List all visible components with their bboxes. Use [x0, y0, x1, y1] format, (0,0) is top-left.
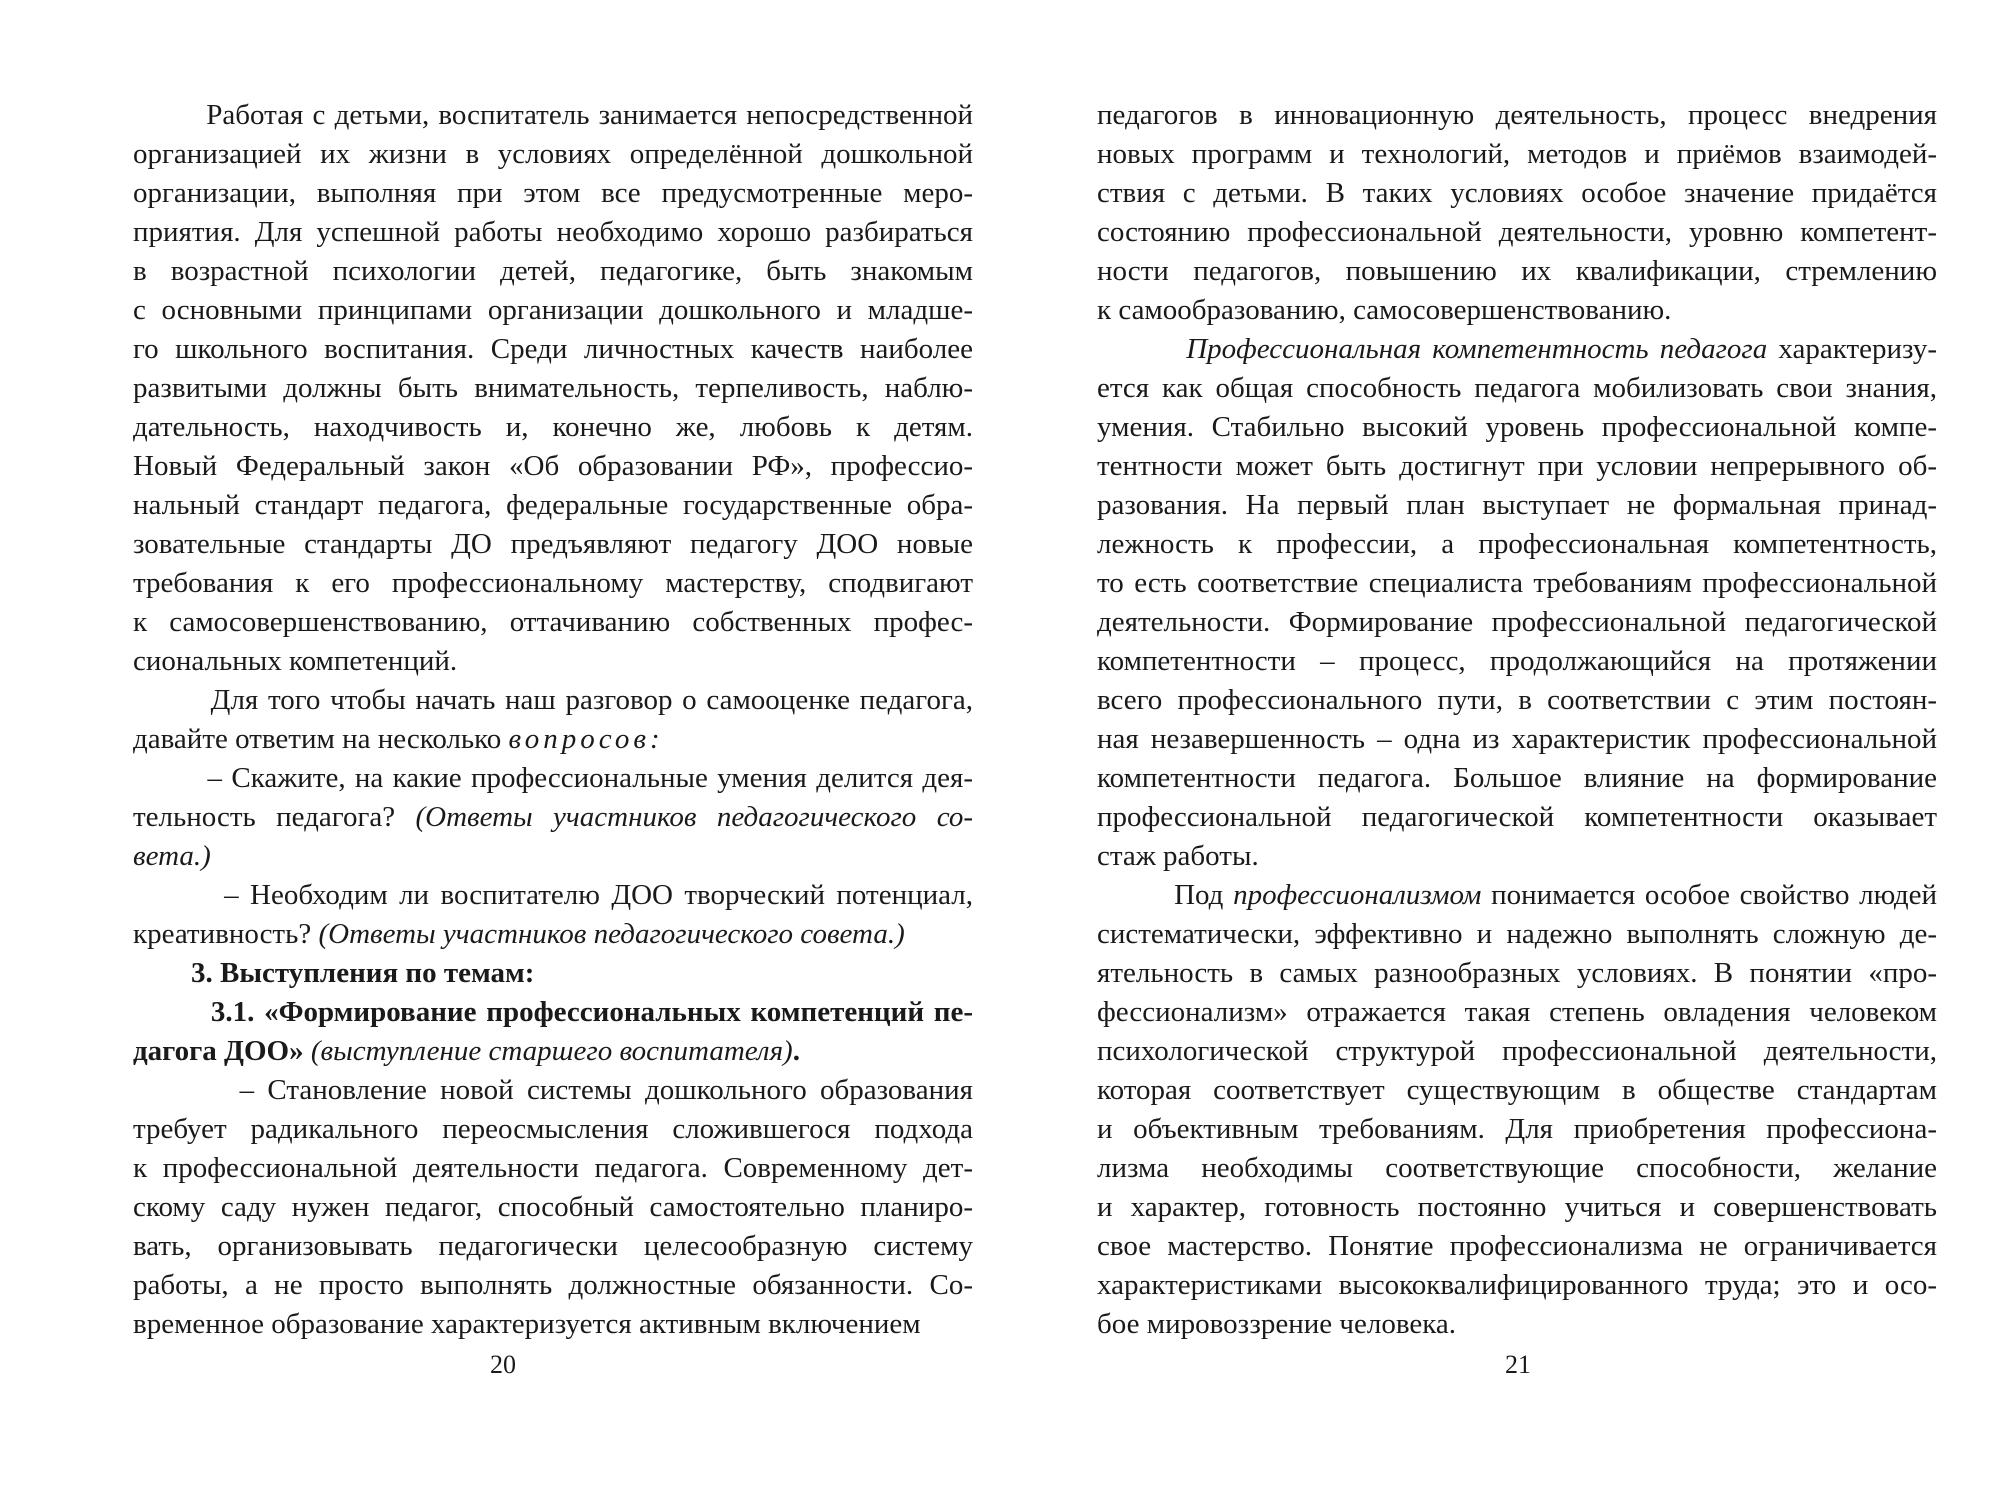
text-line [133, 876, 973, 915]
text-line [1097, 876, 1937, 915]
text-segment: всего профессионального пути, в соответствии с этим постоян- [1097, 684, 1937, 716]
text-line [1097, 954, 1937, 993]
text-line [133, 96, 973, 135]
text-line [133, 993, 973, 1032]
text-line [1097, 291, 1937, 330]
text-segment: – Необходим ли воспитателю ДОО творческий потенциал, [133, 879, 973, 911]
text-segment: ствия с детьми. В таких условиях особое значение придаётся [1097, 177, 1937, 209]
text-segment: сиональных компетенций. [133, 645, 458, 677]
text-line [133, 330, 973, 369]
text-segment: тентности может быть достигнут при условии непрерывного об- [1097, 450, 1937, 482]
text-segment: то есть соответствие специалиста требованиям профессиональной [1097, 567, 1937, 599]
text-segment: ная незавершенность – одна из характеристик профессиональной [1097, 723, 1937, 755]
text-segment: профессиональной педагогической компетентности оказывает [1097, 801, 1937, 833]
text-segment: дательность, находчивость и, конечно же, любовь к детям. [133, 411, 973, 443]
text-segment: организацией их жизни в условиях определённой дошкольной [133, 138, 973, 170]
text-line [133, 1110, 973, 1149]
text-segment: . [792, 1035, 800, 1067]
text-segment: компетентности педагога. Большое влияние на формирование [1097, 762, 1937, 794]
text-line [133, 1188, 973, 1227]
text-line [1097, 837, 1937, 876]
text-segment: – Скажите, на какие профессиональные умения делится дея- [133, 762, 973, 794]
text-line [1097, 213, 1937, 252]
text-segment: вать, организовывать педагогически целесообразную систему [133, 1230, 973, 1262]
text-segment: ется как общая способность педагога мобилизовать свои знания, [1097, 372, 1937, 404]
text-segment: (Ответы участников педагогического со- [415, 801, 973, 833]
text-segment: разования. На первый план выступает не формальная принад- [1097, 489, 1937, 521]
text-line [133, 1032, 973, 1071]
text-segment: вопросов [508, 723, 650, 755]
text-line [1097, 1227, 1937, 1266]
text-line [133, 291, 973, 330]
text-segment: требует радикального переосмысления сложившегося подхода [133, 1113, 973, 1145]
text-line [1097, 135, 1937, 174]
text-line [133, 798, 973, 837]
text-line [1097, 1071, 1937, 1110]
text-line [133, 642, 973, 681]
text-line [133, 486, 973, 525]
text-line [133, 369, 973, 408]
text-line [1097, 174, 1937, 213]
text-line [133, 954, 973, 993]
text-segment: и характер, готовность постоянно учиться и совершенствовать [1097, 1191, 1937, 1223]
text-line [133, 447, 973, 486]
text-segment: характеристиками высококвалифицированного труда; это и осо- [1097, 1269, 1937, 1301]
text-line [1097, 759, 1937, 798]
text-segment: Для того чтобы начать наш разговор о самооценке педагога, [133, 684, 973, 716]
text-segment: Работая с детьми, воспитатель занимается непосредственной [133, 99, 973, 131]
text-segment: к самообразованию, самосовершенствованию. [1097, 294, 1672, 326]
text-line [133, 1227, 973, 1266]
text-segment: к самосовершенствованию, оттачиванию собственных профес- [133, 606, 973, 638]
text-segment: характеризу- [1767, 333, 1938, 365]
text-segment: лизма необходимы соответствующие способности, желание [1097, 1152, 1937, 1184]
text-segment: вета.) [133, 840, 211, 872]
text-line [1097, 447, 1937, 486]
text-segment: Под [1097, 879, 1234, 911]
text-segment: в возрастной психологии детей, педагогике, быть знакомым [133, 255, 973, 287]
text-line [133, 915, 973, 954]
text-segment: нальный стандарт педагога, федеральные государственные обра- [133, 489, 973, 521]
text-segment: которая соответствует существующим в обществе стандартам [1097, 1074, 1937, 1106]
text-line [133, 252, 973, 291]
text-line [1097, 1110, 1937, 1149]
text-segment: Новый Федеральный закон «Об образовании РФ», профессио- [133, 450, 973, 482]
text-line [133, 174, 973, 213]
text-segment: фессионализм» отражается такая степень овладения человеком [1097, 996, 1937, 1028]
text-segment: организации, выполняя при этом все предусмотренные меро- [133, 177, 973, 209]
text-line [1097, 1188, 1937, 1227]
right-page [1097, 96, 1937, 1344]
text-segment: 3.1. «Формирование профессиональных компетенций пе- [133, 996, 973, 1028]
text-segment: бое мировоззрение человека. [1097, 1308, 1456, 1340]
text-segment: компетентности – процесс, продолжающийся на протяжении [1097, 645, 1937, 677]
text-line [133, 720, 973, 759]
text-line [133, 525, 973, 564]
text-line [133, 1071, 973, 1110]
text-segment: (Ответы участников педагогического совета.) [318, 918, 905, 950]
text-line [1097, 603, 1937, 642]
text-line [133, 681, 973, 720]
text-line [133, 1266, 973, 1305]
text-line [133, 1149, 973, 1188]
text-line [1097, 1149, 1937, 1188]
text-line [1097, 798, 1937, 837]
text-line [1097, 525, 1937, 564]
text-segment: деятельности. Формирование профессиональной педагогической [1097, 606, 1937, 638]
text-segment: к профессиональной деятельности педагога. Современному дет- [133, 1152, 973, 1184]
text-line [1097, 1266, 1937, 1305]
text-segment: с основными принципами организации дошкольного и младше- [133, 294, 973, 326]
left-page [133, 96, 973, 1344]
text-line [133, 408, 973, 447]
right-page-number: 21 [1505, 1350, 1531, 1379]
text-segment: зовательные стандарты ДО предъявляют педагогу ДОО новые [133, 528, 973, 560]
text-segment: дагога ДОО» [133, 1035, 311, 1067]
text-line [1097, 993, 1937, 1032]
text-segment: развитыми должны быть внимательность, терпеливость, наблю- [133, 372, 973, 404]
text-segment: новых программ и технологий, методов и приёмов взаимодей- [1097, 138, 1937, 170]
text-segment: психологической структурой профессиональной деятельности, [1097, 1035, 1937, 1067]
text-segment: понимается особое свойство людей [1481, 879, 1937, 911]
text-segment: приятия. Для успешной работы необходимо хорошо разбираться [133, 216, 973, 248]
text-segment: Профессиональная компетентность педагога [1186, 333, 1768, 365]
text-segment: и объективным требованиям. Для приобретения профессиона- [1097, 1113, 1937, 1145]
text-segment: давайте ответим на несколько [133, 723, 509, 755]
text-line [133, 135, 973, 174]
text-line [133, 213, 973, 252]
text-segment: ности педагогов, повышению их квалификации, стремлению [1097, 255, 1937, 287]
text-line [133, 603, 973, 642]
text-segment: тельность педагога? [133, 801, 416, 833]
text-line [1097, 369, 1937, 408]
text-line [1097, 486, 1937, 525]
text-line [1097, 564, 1937, 603]
text-segment: систематически, эффективно и надежно выполнять сложную де- [1097, 918, 1937, 950]
text-line [133, 759, 973, 798]
text-line [1097, 408, 1937, 447]
text-segment [1097, 333, 1186, 365]
text-segment: свое мастерство. Понятие профессионализма не ограничивается [1097, 1230, 1937, 1262]
text-line [1097, 681, 1937, 720]
text-line [1097, 252, 1937, 291]
text-segment: педагогов в инновационную деятельность, процесс внедрения [1097, 99, 1937, 131]
text-segment: ятельность в самых разнообразных условиях. В понятии «про- [1097, 957, 1937, 989]
text-line [1097, 642, 1937, 681]
text-line [1097, 330, 1937, 369]
text-segment: : [649, 723, 660, 755]
text-line [133, 564, 973, 603]
text-segment: лежность к профессии, а профессиональная компетентность, [1097, 528, 1937, 560]
text-line [1097, 1032, 1937, 1071]
text-segment: профессионализмом [1233, 879, 1482, 911]
text-segment: состоянию профессиональной деятельности, уровню компетент- [1097, 216, 1937, 248]
text-segment: го школьного воспитания. Среди личностных качеств наиболее [133, 333, 973, 365]
text-segment: умения. Стабильно высокий уровень профессиональной компе- [1097, 411, 1937, 443]
text-segment: скому саду нужен педагог, способный самостоятельно планиро- [133, 1191, 973, 1223]
text-segment: временное образование характеризуется активным включением [133, 1308, 921, 1340]
text-segment: креативность? [133, 918, 319, 950]
text-line [1097, 915, 1937, 954]
text-line [1097, 96, 1937, 135]
text-segment: (выступление старшего воспитателя) [310, 1035, 793, 1067]
text-line [1097, 1305, 1937, 1344]
text-segment: стаж работы. [1097, 840, 1259, 872]
text-line [1097, 720, 1937, 759]
text-line [133, 837, 973, 876]
text-segment: 3. Выступления по темам: [133, 957, 535, 989]
text-segment: работы, а не просто выполнять должностные обязанности. Со- [133, 1269, 973, 1301]
text-segment: требования к его профессиональному мастерству, сподвигают [133, 567, 973, 599]
text-line [133, 1305, 973, 1344]
text-segment: – Становление новой системы дошкольного образования [133, 1074, 973, 1106]
left-page-number: 20 [490, 1350, 516, 1379]
